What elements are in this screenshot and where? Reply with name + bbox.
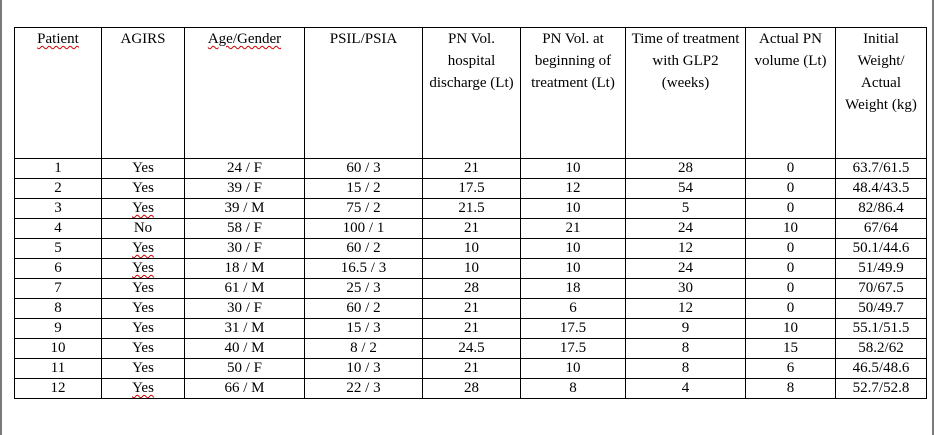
header-label-weight: Initial Weight/ Actual Weight (kg) [845,31,917,113]
cell-value-psil-psia: 60 / 2 [346,300,381,316]
cell-value-pn-vol-beginning: 10 [565,160,581,176]
cell-value-time-glp2: 9 [681,320,690,336]
cell-value-weight: 58.2/62 [858,340,904,356]
cell-psil-psia [305,339,423,359]
cell-agirs [102,239,185,259]
cell-agirs [102,339,185,359]
cell-value-pn-vol-beginning: 8 [569,380,577,396]
cell-pn-vol-discharge [423,339,521,359]
cell-age-gender [185,359,305,379]
cell-value-pn-vol-discharge: 10 [464,240,479,256]
cell-patient [15,319,102,339]
cell-patient [15,259,102,279]
cell-value-weight: 67/64 [863,220,899,236]
cell-psil-psia [305,159,423,179]
cell-pn-vol-discharge [423,239,521,259]
cell-patient [15,179,102,199]
table-row [15,359,927,379]
cell-agirs [102,259,185,279]
cell-pn-vol-discharge [423,379,521,399]
header-cell-agirs [102,28,185,159]
cell-agirs [102,199,185,219]
cell-pn-vol-discharge [423,319,521,339]
cell-pn-vol-beginning [521,299,626,319]
cell-value-pn-vol-discharge: 21 [464,300,479,316]
cell-weight [836,159,927,179]
cell-value-agirs: Yes [132,300,154,316]
cell-value-psil-psia: 10 / 3 [346,360,381,376]
cell-pn-vol-beginning [521,159,626,179]
cell-value-pn-vol-discharge: 21 [464,160,479,176]
header-cell-patient [15,28,102,159]
cell-value-age-gender: 61 / M [224,280,265,296]
cell-psil-psia [305,219,423,239]
header-cell-weight [836,28,927,159]
cell-value-actual-pn: 0 [786,200,795,216]
table-header [15,28,927,159]
cell-value-pn-vol-beginning: 6 [569,300,577,316]
cell-value-pn-vol-beginning: 18 [565,280,581,296]
cell-psil-psia [305,279,423,299]
cell-weight [836,339,927,359]
cell-time-glp2 [626,239,746,259]
cell-value-patient: 4 [54,220,62,236]
header-label-age-gender: Age/Gender [207,31,282,47]
cell-value-age-gender: 30 / F [226,300,262,316]
cell-agirs [102,379,185,399]
cell-value-weight: 82/86.4 [858,200,904,216]
table-row [15,279,927,299]
cell-age-gender [185,219,305,239]
cell-value-psil-psia: 60 / 2 [346,240,381,256]
cell-value-weight: 52.7/52.8 [852,380,910,396]
cell-pn-vol-beginning [521,359,626,379]
table-row [15,299,927,319]
cell-patient [15,219,102,239]
cell-pn-vol-beginning [521,199,626,219]
header-label-agirs: AGIRS [120,31,166,47]
cell-value-age-gender: 24 / F [226,160,262,176]
cell-time-glp2 [626,199,746,219]
header-label-pn-vol-beginning: PN Vol. at beginning of treatment (Lt) [531,31,615,91]
cell-psil-psia [305,179,423,199]
cell-value-pn-vol-discharge: 28 [464,280,479,296]
cell-pn-vol-beginning [521,319,626,339]
table-row [15,199,927,219]
cell-patient [15,359,102,379]
header-cell-actual-pn [746,28,836,159]
cell-value-time-glp2: 12 [678,240,693,256]
cell-value-pn-vol-discharge: 24.5 [458,340,485,356]
table-row [15,239,927,259]
cell-weight [836,279,927,299]
cell-actual-pn [746,199,836,219]
cell-value-agirs: Yes [132,180,154,196]
cell-pn-vol-discharge [423,359,521,379]
cell-value-agirs: No [133,220,153,236]
cell-value-pn-vol-beginning: 10 [565,200,581,216]
cell-value-time-glp2: 8 [681,340,690,356]
cell-pn-vol-beginning [521,279,626,299]
cell-value-actual-pn: 6 [786,360,795,376]
cell-value-actual-pn: 10 [783,320,798,336]
cell-age-gender [185,159,305,179]
cell-pn-vol-discharge [423,159,521,179]
cell-age-gender [185,179,305,199]
cell-actual-pn [746,259,836,279]
cell-value-time-glp2: 8 [681,360,690,376]
cell-value-time-glp2: 12 [678,300,693,316]
cell-time-glp2 [626,319,746,339]
cell-value-patient: 2 [54,180,62,196]
cell-value-age-gender: 40 / M [224,340,265,356]
cell-agirs [102,359,185,379]
cell-value-patient: 11 [50,360,66,376]
cell-pn-vol-discharge [423,279,521,299]
cell-weight [836,379,927,399]
cell-pn-vol-discharge [423,219,521,239]
cell-pn-vol-beginning [521,179,626,199]
cell-value-age-gender: 50 / F [226,360,262,376]
cell-time-glp2 [626,279,746,299]
cell-value-pn-vol-discharge: 21.5 [458,200,485,216]
cell-value-actual-pn: 0 [786,160,795,176]
cell-value-psil-psia: 60 / 3 [346,160,381,176]
cell-pn-vol-discharge [423,259,521,279]
cell-patient [15,299,102,319]
cell-weight [836,179,927,199]
cell-value-agirs: Yes [132,260,154,276]
cell-value-pn-vol-discharge: 21 [464,360,479,376]
cell-value-pn-vol-beginning: 12 [565,180,581,196]
cell-value-agirs: Yes [132,360,154,376]
table-row [15,339,927,359]
cell-value-agirs: Yes [132,340,154,356]
cell-pn-vol-beginning [521,259,626,279]
cell-value-time-glp2: 4 [681,380,690,396]
cell-value-age-gender: 58 / F [226,220,262,236]
cell-value-actual-pn: 0 [786,240,795,256]
cell-value-psil-psia: 22 / 3 [346,380,381,396]
cell-psil-psia [305,259,423,279]
cell-age-gender [185,299,305,319]
cell-value-agirs: Yes [132,280,154,296]
cell-age-gender [185,259,305,279]
table-row [15,259,927,279]
cell-value-patient: 12 [50,380,66,396]
cell-psil-psia [305,299,423,319]
cell-value-weight: 51/49.9 [858,260,904,276]
cell-value-actual-pn: 15 [783,340,798,356]
cell-value-pn-vol-discharge: 21 [464,220,479,236]
cell-patient [15,239,102,259]
cell-pn-vol-beginning [521,339,626,359]
table-row [15,159,927,179]
cell-time-glp2 [626,339,746,359]
cell-psil-psia [305,239,423,259]
cell-value-age-gender: 18 / M [224,260,265,276]
cell-pn-vol-beginning [521,239,626,259]
cell-age-gender [185,199,305,219]
cell-value-psil-psia: 15 / 2 [346,180,381,196]
cell-value-pn-vol-beginning: 17.5 [559,340,587,356]
table-row [15,179,927,199]
cell-actual-pn [746,179,836,199]
cell-value-pn-vol-beginning: 10 [565,360,581,376]
cell-pn-vol-discharge [423,299,521,319]
cell-actual-pn [746,359,836,379]
cell-value-patient: 7 [54,280,62,296]
cell-weight [836,259,927,279]
cell-pn-vol-beginning [521,379,626,399]
cell-value-weight: 70/67.5 [858,280,904,296]
header-row [15,28,927,159]
cell-value-weight: 55.1/51.5 [852,320,910,336]
cell-value-patient: 8 [54,300,62,316]
cell-value-age-gender: 30 / F [226,240,262,256]
cell-value-time-glp2: 24 [678,260,693,276]
cell-pn-vol-beginning [521,219,626,239]
cell-value-pn-vol-discharge: 17.5 [458,180,485,196]
cell-actual-pn [746,379,836,399]
cell-weight [836,299,927,319]
cell-value-actual-pn: 0 [786,300,795,316]
header-label-actual-pn: Actual PN volume (Lt) [754,31,827,69]
cell-value-actual-pn: 8 [786,380,795,396]
header-label-patient: Patient [37,31,79,47]
cell-actual-pn [746,279,836,299]
cell-value-agirs: Yes [132,380,154,396]
header-cell-age-gender [185,28,305,159]
cell-value-pn-vol-discharge: 21 [464,320,479,336]
cell-agirs [102,159,185,179]
cell-actual-pn [746,219,836,239]
cell-age-gender [185,279,305,299]
cell-value-psil-psia: 16.5 / 3 [340,260,387,276]
cell-agirs [102,319,185,339]
cell-value-pn-vol-beginning: 10 [565,240,581,256]
cell-value-time-glp2: 54 [678,180,693,196]
cell-weight [836,319,927,339]
cell-value-age-gender: 39 / F [226,180,262,196]
cell-psil-psia [305,379,423,399]
header-cell-time-glp2 [626,28,746,159]
cell-patient [15,339,102,359]
cell-value-actual-pn: 0 [786,180,795,196]
document-left-edge [0,0,2,435]
header-cell-pn-vol-discharge [423,28,521,159]
cell-actual-pn [746,319,836,339]
cell-value-patient: 3 [54,200,62,216]
cell-value-pn-vol-beginning: 21 [565,220,581,236]
cell-value-weight: 48.4/43.5 [852,180,910,196]
cell-value-time-glp2: 30 [678,280,693,296]
cell-time-glp2 [626,259,746,279]
cell-agirs [102,179,185,199]
cell-weight [836,239,927,259]
cell-psil-psia [305,199,423,219]
cell-value-psil-psia: 100 / 1 [342,220,385,236]
cell-actual-pn [746,299,836,319]
cell-value-actual-pn: 10 [783,220,798,236]
table-row [15,219,927,239]
cell-value-patient: 9 [54,320,62,336]
cell-value-psil-psia: 25 / 3 [346,280,381,296]
cell-time-glp2 [626,299,746,319]
cell-value-pn-vol-discharge: 28 [464,380,479,396]
cell-patient [15,199,102,219]
cell-time-glp2 [626,359,746,379]
cell-value-actual-pn: 0 [786,280,795,296]
table-body [15,159,927,399]
table-row [15,319,927,339]
cell-value-pn-vol-beginning: 10 [565,260,581,276]
cell-value-time-glp2: 24 [678,220,693,236]
cell-value-weight: 63.7/61.5 [852,160,910,176]
cell-value-agirs: Yes [132,160,154,176]
cell-age-gender [185,339,305,359]
cell-actual-pn [746,339,836,359]
cell-value-actual-pn: 0 [786,260,795,276]
cell-patient [15,279,102,299]
header-cell-psil-psia [305,28,423,159]
cell-patient [15,159,102,179]
header-label-pn-vol-discharge: PN Vol. hospital discharge (Lt) [429,31,514,91]
cell-value-psil-psia: 75 / 2 [346,200,381,216]
cell-value-patient: 10 [50,340,66,356]
cell-age-gender [185,319,305,339]
cell-weight [836,219,927,239]
header-label-time-glp2: Time of treatment with GLP2 (weeks) [631,31,740,91]
cell-weight [836,199,927,219]
cell-value-pn-vol-beginning: 17.5 [559,320,587,336]
cell-value-weight: 50/49.7 [858,300,904,316]
cell-value-weight: 46.5/48.6 [852,360,910,376]
cell-value-psil-psia: 15 / 3 [346,320,381,336]
cell-time-glp2 [626,179,746,199]
cell-agirs [102,219,185,239]
cell-pn-vol-discharge [423,179,521,199]
cell-age-gender [185,239,305,259]
cell-actual-pn [746,239,836,259]
cell-time-glp2 [626,219,746,239]
header-label-psil-psia: PSIL/PSIA [329,31,398,47]
cell-value-pn-vol-discharge: 10 [464,260,479,276]
table-row [15,379,927,399]
cell-actual-pn [746,159,836,179]
cell-age-gender [185,379,305,399]
cell-value-time-glp2: 28 [678,160,693,176]
cell-value-age-gender: 31 / M [224,320,265,336]
cell-value-agirs: Yes [132,320,154,336]
cell-value-patient: 5 [54,240,62,256]
cell-psil-psia [305,359,423,379]
cell-value-weight: 50.1/44.6 [852,240,910,256]
cell-value-agirs: Yes [132,240,154,256]
cell-value-patient: 1 [54,160,62,176]
cell-agirs [102,299,185,319]
patient-table [14,27,927,399]
cell-patient [15,379,102,399]
cell-time-glp2 [626,159,746,179]
cell-time-glp2 [626,379,746,399]
cell-agirs [102,279,185,299]
cell-value-age-gender: 66 / M [224,380,265,396]
cell-pn-vol-discharge [423,199,521,219]
cell-weight [836,359,927,379]
cell-value-patient: 6 [54,260,62,276]
cell-value-time-glp2: 5 [681,200,690,216]
cell-value-agirs: Yes [132,200,154,216]
cell-value-psil-psia: 8 / 2 [350,340,377,356]
header-cell-pn-vol-beginning [521,28,626,159]
cell-psil-psia [305,319,423,339]
cell-value-age-gender: 39 / M [224,200,265,216]
